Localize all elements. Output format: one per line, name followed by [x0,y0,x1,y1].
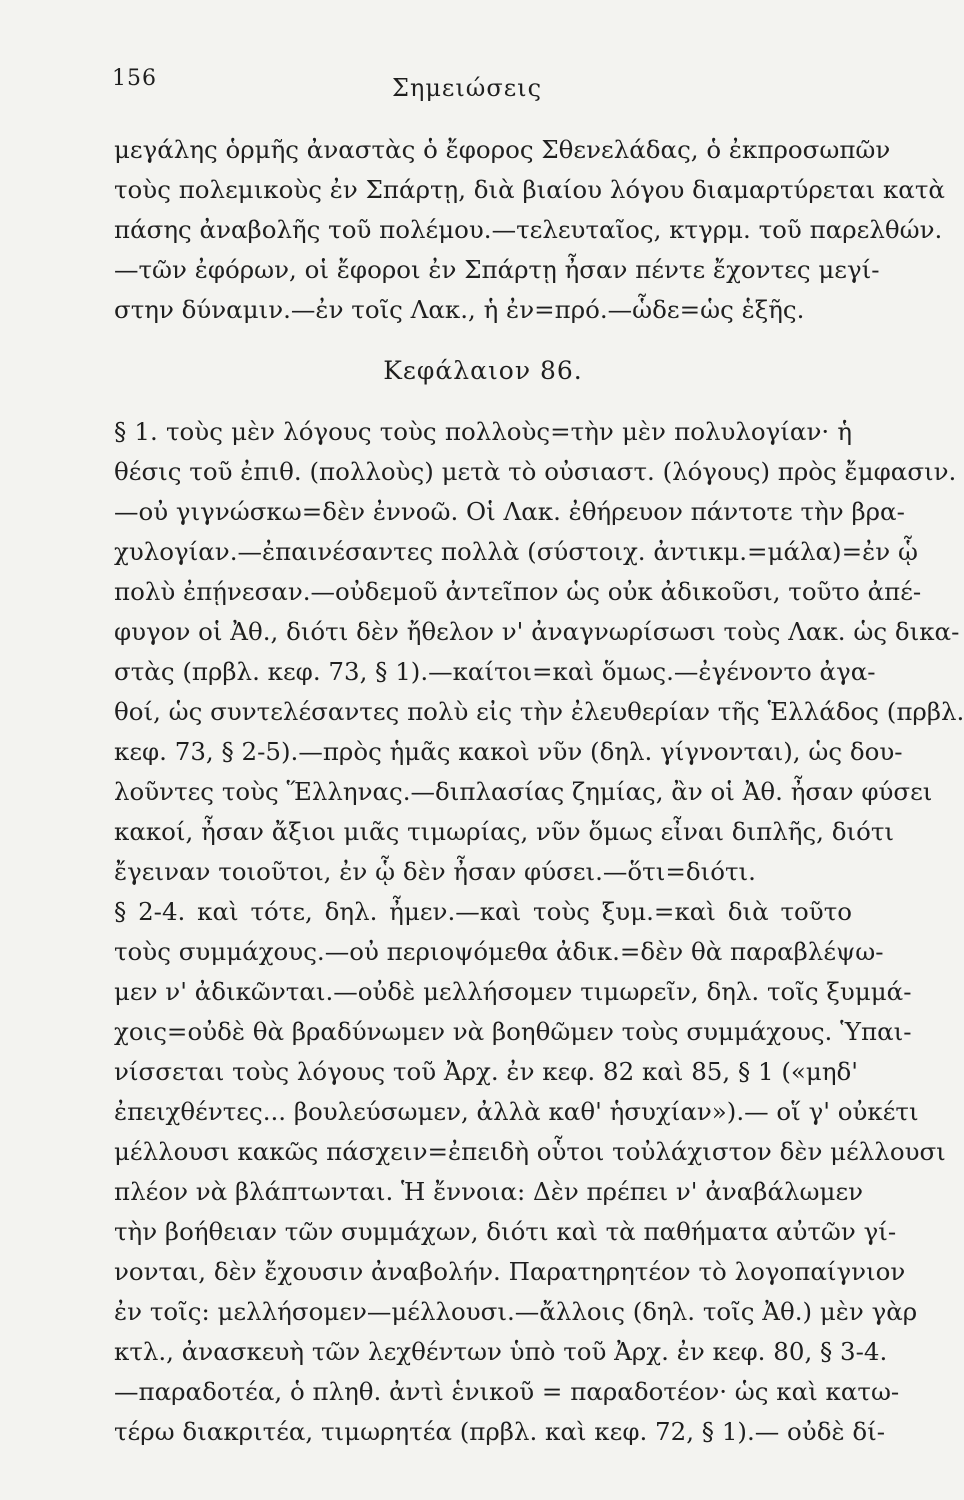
chapter-heading: Κεφάλαιον 86. [383,356,583,385]
page-number: 156 [112,66,157,91]
text-line: κτλ., ἀνασκευὴ τῶν λεχθέντων ὑπὸ τοῦ Ἀρχ. ἐν κεφ. 80, § 3-4. [114,1337,888,1366]
commentary-paragraph-2 [114,412,964,892]
commentary-paragraph-3 [114,892,946,1452]
text-line: φυγον οἱ Ἀθ., διότι δὲν ἤθελον ν' ἀναγνωρίσωσι τοὺς Λακ. ὡς δικα- [114,617,960,646]
text-line: μέλλουσι κακῶς πάσχειν=ἐπειδὴ οὗτοι τοὐλάχιστον δὲν μέλλουσι [114,1137,946,1166]
text-line: —οὐ γιγνώσκω=δὲν ἐννοῶ. Οἱ Λακ. ἐθήρευον πάντοτε τὴν βρα- [114,497,905,526]
text-line: § 1. τοὺς μὲν λόγους τοὺς πολλοὺς=τὴν μὲν πολυλογίαν· ἡ [114,417,852,446]
text-line: χοις=οὐδὲ θὰ βραδύνωμεν νὰ βοηθῶμεν τοὺς συμμάχους. Ὑπαι- [114,1017,912,1046]
text-line: στην δύναμιν.—ἐν τοῖς Λακ., ἡ ἐν=πρό.—ὧδε=ὡς ἑξῆς. [114,295,805,324]
text-line: τὴν βοήθειαν τῶν συμμάχων, διότι καὶ τὰ παθήματα αὐτῶν γί- [114,1217,897,1246]
commentary-paragraph-1 [114,130,945,330]
text-line: κεφ. 73, § 2-5).—πρὸς ἡμᾶς κακοὶ νῦν (δηλ. γίγνονται), ὡς δου- [114,737,903,766]
text-line: μεγάλης ὁρμῆς ἀναστὰς ὁ ἔφορος Σθενελάδας, ὁ ἐκπροσωπῶν [114,135,891,164]
text-line: ἐν τοῖς: μελλήσομεν—μέλλουσι.—ἄλλοις (δηλ. τοῖς Ἀθ.) μὲν γὰρ [114,1297,918,1326]
text-line: θέσις τοῦ ἐπιθ. (πολλοὺς) μετὰ τὸ οὐσιαστ. (λόγους) πρὸς ἔμφασιν. [114,457,957,486]
text-line: νίσσεται τοὺς λόγους τοῦ Ἀρχ. ἐν κεφ. 82 καὶ 85, § 1 («μηδ' [114,1057,858,1086]
text-line: § 2-4. καὶ τότε, δηλ. ἦμεν.—καὶ τοὺς ξυμ.=καὶ διὰ τοῦτο [114,897,852,926]
text-line: ἔγειναν τοιοῦτοι, ἐν ᾧ δὲν ἦσαν φύσει.—ὅτι=διότι. [114,857,756,886]
text-line: τοὺς πολεμικοὺς ἐν Σπάρτῃ, διὰ βιαίου λόγου διαμαρτύρεται κατὰ [114,175,945,204]
text-line: —παραδοτέα, ὁ πληθ. ἀντὶ ἑνικοῦ = παραδοτέον· ὡς καὶ κατω- [114,1377,900,1406]
text-line: πολὺ ἐπῄνεσαν.—οὐδεμοῦ ἀντεῖπον ὡς οὐκ ἀδικοῦσι, τοῦτο ἀπέ- [114,577,922,606]
text-line: πλέον νὰ βλάπτωνται. Ἡ ἔννοια: Δὲν πρέπει ν' ἀναβάλωμεν [114,1177,864,1206]
text-line: λοῦντες τοὺς Ἕλληνας.—διπλασίας ζημίας, ἂν οἱ Ἀθ. ἦσαν φύσει [114,777,933,806]
text-line: στὰς (πρβλ. κεφ. 73, § 1).—καίτοι=καὶ ὅμως.—ἐγένοντο ἀγα- [114,657,876,686]
text-line: μεν ν' ἀδικῶνται.—οὐδὲ μελλήσομεν τιμωρεῖν, δηλ. τοῖς ξυμμά- [114,977,912,1006]
text-line: τοὺς συμμάχους.—οὐ περιοψόμεθα ἀδικ.=δὲν θὰ παραβλέψω- [114,937,884,966]
text-line: θοί, ὡς συντελέσαντες πολὺ εἰς τὴν ἐλευθερίαν τῆς Ἑλλάδος (πρβλ. [114,697,964,726]
running-title: Σημειώσεις [391,74,543,102]
text-line: —τῶν ἐφόρων, οἱ ἔφοροι ἐν Σπάρτῃ ἦσαν πέντε ἔχοντες μεγί- [114,255,880,284]
page-body [114,130,964,1452]
text-line: κακοί, ἦσαν ἄξιοι μιᾶς τιμωρίας, νῦν ὅμως εἶναι διπλῆς, διότι [114,817,895,846]
text-line: πάσης ἀναβολῆς τοῦ πολέμου.—τελευταῖος, κτγρμ. τοῦ παρελθών. [114,215,943,244]
text-line: νονται, δὲν ἔχουσιν ἀναβολήν. Παρατηρητέον τὸ λογοπαίγνιον [114,1257,906,1286]
text-line: χυλογίαν.—ἐπαινέσαντες πολλὰ (σύστοιχ. ἀντικμ.=μάλα)=ἐν ᾧ [114,537,918,566]
text-line: τέρω διακριτέα, τιμωρητέα (πρβλ. καὶ κεφ. 72, § 1).— οὐδὲ δί- [114,1417,886,1446]
text-line: ἐπειχθέντες... βουλεύσωμεν, ἀλλὰ καθ' ἡσυχίαν»).— οἵ γ' οὐκέτι [114,1097,919,1126]
